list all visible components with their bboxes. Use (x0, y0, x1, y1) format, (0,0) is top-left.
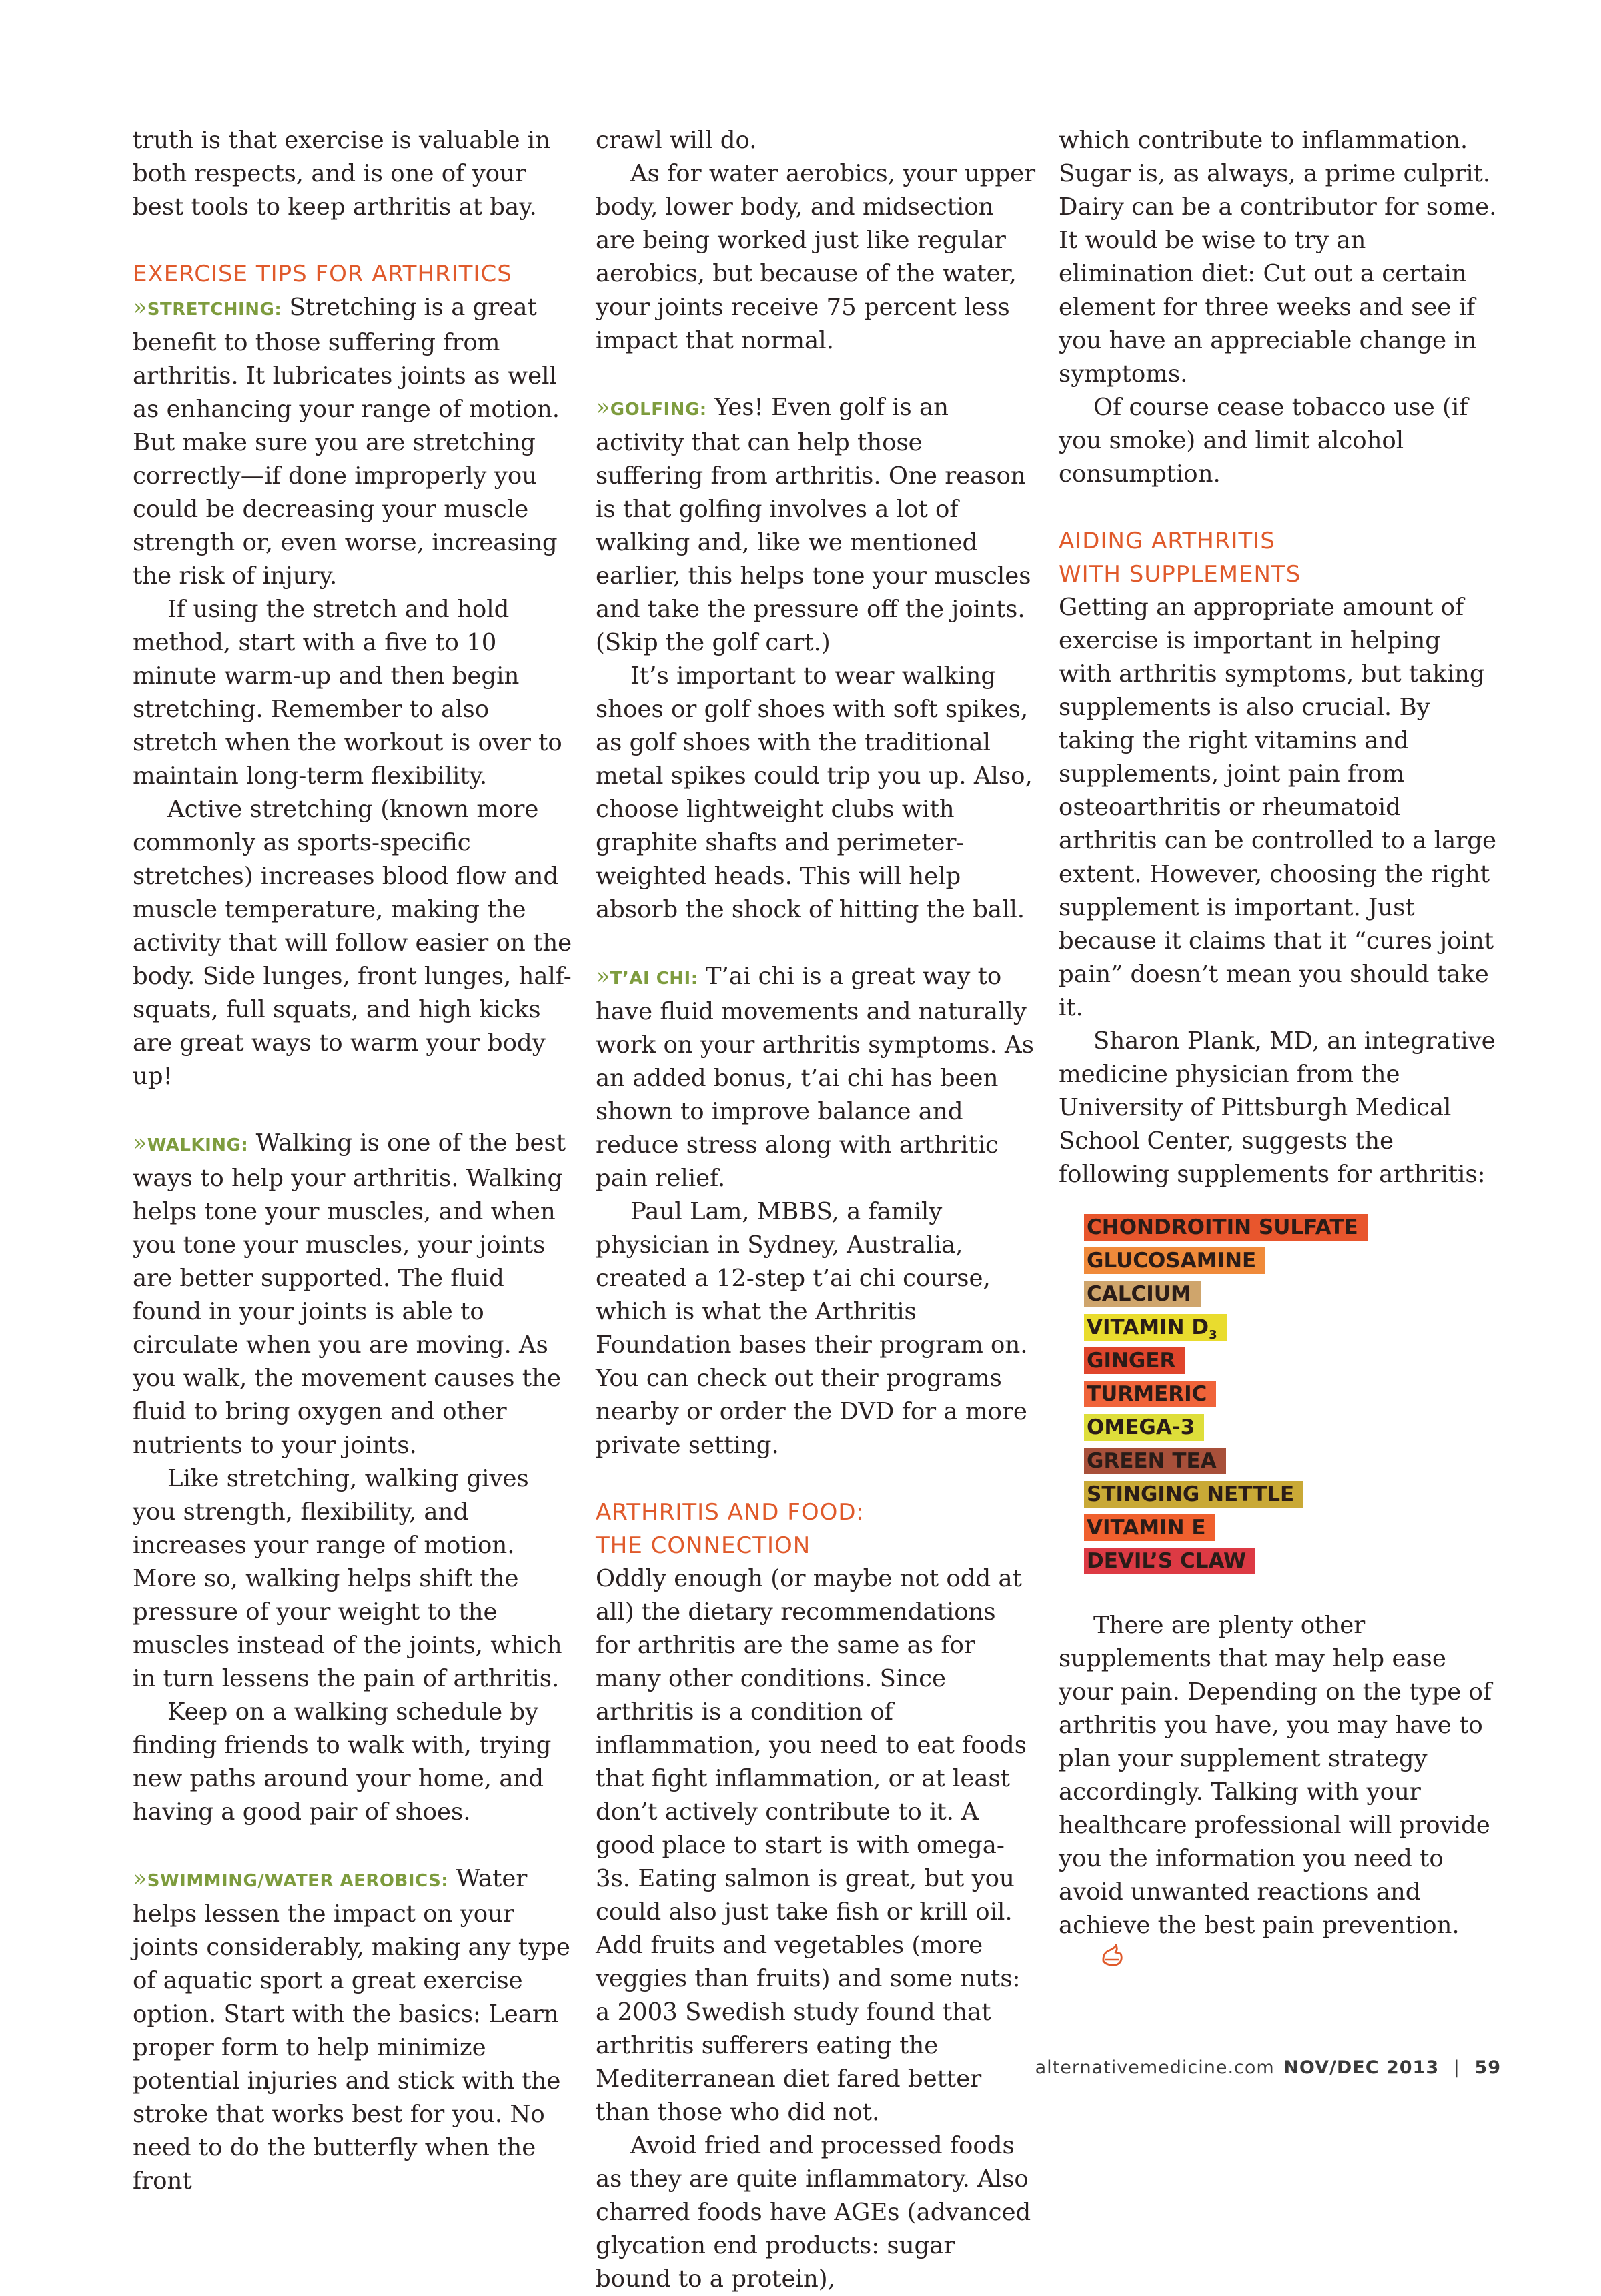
paragraph: Getting an appropriate amount of exercise is important in helping with arthritis symptoms, but taking supplements is also crucial. By taking the right vitamins and supplements, joint pain from osteoarthritis or rheumatoid arthritis can be controlled to a large extent. However, choosing the right supplement is important. Just because it claims that it “cures joint pain” doesn’t mean you should take it. (1059, 594, 1496, 1021)
page-footer (1035, 2057, 1501, 2078)
chevron-icon: » (133, 1129, 147, 1157)
paragraph-taichi: »T’AI CHI: T’ai chi is a great way to have fluid movements and naturally work on your arthritis symptoms. As an added bonus, t’ai chi has been shown to improve balance and reduce stress along with arthritic pain relief. (596, 963, 1034, 1192)
paragraph: As for water aerobics, your upper body, lower body, and midsection are being worked just like regular aerobics, but because of the water, your joints receive 75 percent less impact that normal. (596, 160, 1036, 354)
paragraph-walking: »WALKING: Walking is one of the best ways to help your arthritis. Walking helps tone your muscles, and when you tone your muscles, your joints are better supported. The fluid found in your joints is able to circulate when you are moving. As you walk, the movement causes the fluid to bring oxygen and other nutrients to your joints. (133, 1129, 566, 1459)
column-3 (1059, 124, 1499, 1977)
supplement-item: CHONDROITIN SULFATE (1084, 1214, 1368, 1241)
paragraph: which contribute to inflammation. Sugar is, as always, a prime culprit. Dairy can be a contributor for some. It would be wise to try an elimination diet: Cut out a certain element for three weeks and see if you have an appreciable change in symptoms. (1059, 127, 1497, 388)
supplement-item: VITAMIN E (1084, 1514, 1215, 1541)
lead-in-taichi: T’AI CHI: (610, 969, 698, 989)
lead-in-stretching: STRETCHING: (147, 300, 282, 320)
supplement-item: STINGING NETTLE (1084, 1481, 1303, 1508)
paragraph: If using the stretch and hold method, start with a five to 10 minute warm-up and then begin stretching. Remember to also stretch when the workout is over to maintain long-term flexibility. (133, 596, 562, 790)
lead-in-golfing: GOLFING: (610, 400, 707, 420)
section-heading-exercise-tips: EXERCISE TIPS FOR ARTHRITICS (133, 261, 512, 288)
section-heading-supplements: AIDING ARTHRITIS WITH SUPPLEMENTS (1059, 528, 1301, 588)
chevron-icon: » (133, 294, 147, 321)
lead-in-swimming: SWIMMING/WATER AEROBICS: (147, 1871, 449, 1891)
supplement-item: TURMERIC (1084, 1381, 1216, 1407)
paragraph: Paul Lam, MBBS, a family physician in Sydney, Australia, created a 12-step t’ai chi course, which is what the Arthritis Foundation bases their program on. You can check out their programs nearby or order the DVD for a more private setting. (596, 1198, 1028, 1459)
supplement-item: DEVIL’S CLAW (1084, 1548, 1255, 1574)
supplement-item: GREEN TEA (1084, 1448, 1226, 1474)
paragraph: Like stretching, walking gives you strength, flexibility, and increases your range of motion. More so, walking helps shift the pressure of your weight to the muscles instead of the joints, which in turn lessens the pain of arthritis. (133, 1465, 562, 1692)
supplement-item: GINGER (1084, 1347, 1185, 1374)
supplement-list (1084, 1214, 1499, 1574)
supplement-item: CALCIUM (1084, 1281, 1201, 1307)
chevron-icon: » (133, 1865, 147, 1892)
page-number: 59 (1474, 2057, 1501, 2078)
column-2 (596, 124, 1036, 2296)
paragraph: Active stretching (known more commonly as sports-specific stretches) increases blood flow and muscle temperature, making the activity that will follow easier on the body. Side lunges, front lunges, half-squats, full squats, and high kicks are great ways to warm your body up! (133, 796, 572, 1090)
supplement-item: VITAMIN $D_3$ (1084, 1314, 1227, 1341)
chevron-icon: » (596, 394, 610, 421)
paragraph: truth is that exercise is valuable in both respects, and is one of your best tools to keep arthritis at bay. (133, 127, 551, 221)
column-1 (133, 124, 573, 2198)
paragraph: There are plenty other supplements that may help ease your pain. Depending on the type of arthritis you have, you may have to plan your supplement strategy accordingly. Talking with your healthcare professional will provide you the information you need to avoid unwanted reactions and achieve the best pain prevention. (1059, 1609, 1499, 1977)
paragraph: crawl will do. (596, 127, 757, 154)
supplement-item: OMEGA-3 (1084, 1414, 1204, 1441)
lead-in-walking: WALKING: (147, 1135, 249, 1155)
paragraph-stretching: »STRETCHING: Stretching is a great benefit to those suffering from arthritis. It lubricates joints as well as enhancing your range of motion. But make sure you are stretching correctly—if done improperly you could be decreasing your muscle strength or, even worse, increasing the risk of injury. (133, 294, 560, 590)
footer-issue: NOV/DEC 2013 (1283, 2057, 1440, 2078)
paragraph: Keep on a walking schedule by finding friends to walk with, trying new paths around your home, and having a good pair of shoes. (133, 1698, 552, 1826)
end-mark-icon (1065, 1944, 1124, 1977)
section-heading-arthritis-food: ARTHRITIS AND FOOD: THE CONNECTION (596, 1499, 865, 1559)
footer-site: alternativemedicine.com (1035, 2057, 1275, 2078)
paragraph: Sharon Plank, MD, an integrative medicine physician from the University of Pittsburgh Medical School Center, suggests the following supplements for arthritis: (1059, 1027, 1496, 1188)
paragraph-golfing: »GOLFING: Yes! Even golf is an activity that can help those suffering from arthritis. One reason is that golfing involves a lot of walking and, like we mentioned earlier, this helps tone your muscles and take the pressure off the joints. (Skip the golf cart.) (596, 394, 1031, 656)
chevron-icon: » (596, 963, 610, 990)
paragraph: Oddly enough (or maybe not odd at all) the dietary recommendations for arthritis are the same as for many other conditions. Since arthritis is a condition of inflammation, you need to eat foods that fight inflammation, or at least don’t actively contribute to it. A good place to start is with omega-3s. Eating salmon is great, but you could also just take fish or krill oil. Add fruits and vegetables (more veggies than fruits) and some nuts: a 2003 Swedish study found that arthritis sufferers eating the Mediterranean diet fared better than those who did not. (596, 1565, 1027, 2126)
footer-separator: | (1453, 2057, 1460, 2078)
supplement-item: GLUCOSAMINE (1084, 1247, 1265, 1274)
paragraph: Avoid fried and processed foods as they are quite inflammatory. Also charred foods have AGEs (advanced glycation end products: sugar bound to a protein), (596, 2132, 1031, 2293)
paragraph: It’s important to wear walking shoes or golf shoes with soft spikes, as golf shoes with the traditional metal spikes could trip you up. Also, choose lightweight clubs with graphite shafts and perimeter-weighted heads. This will help absorb the shock of hitting the ball. (596, 662, 1033, 923)
paragraph: Of course cease tobacco use (if you smoke) and limit alcohol consumption. (1059, 394, 1468, 488)
paragraph-swimming: »SWIMMING/WATER AEROBICS: Water helps lessen the impact on your joints considerably, making any type of aquatic sport a great exercise option. Start with the basics: Learn proper form to help minimize potential injuries and stick with the stroke that works best for you. No need to do the butterfly when the front (133, 1865, 570, 2195)
